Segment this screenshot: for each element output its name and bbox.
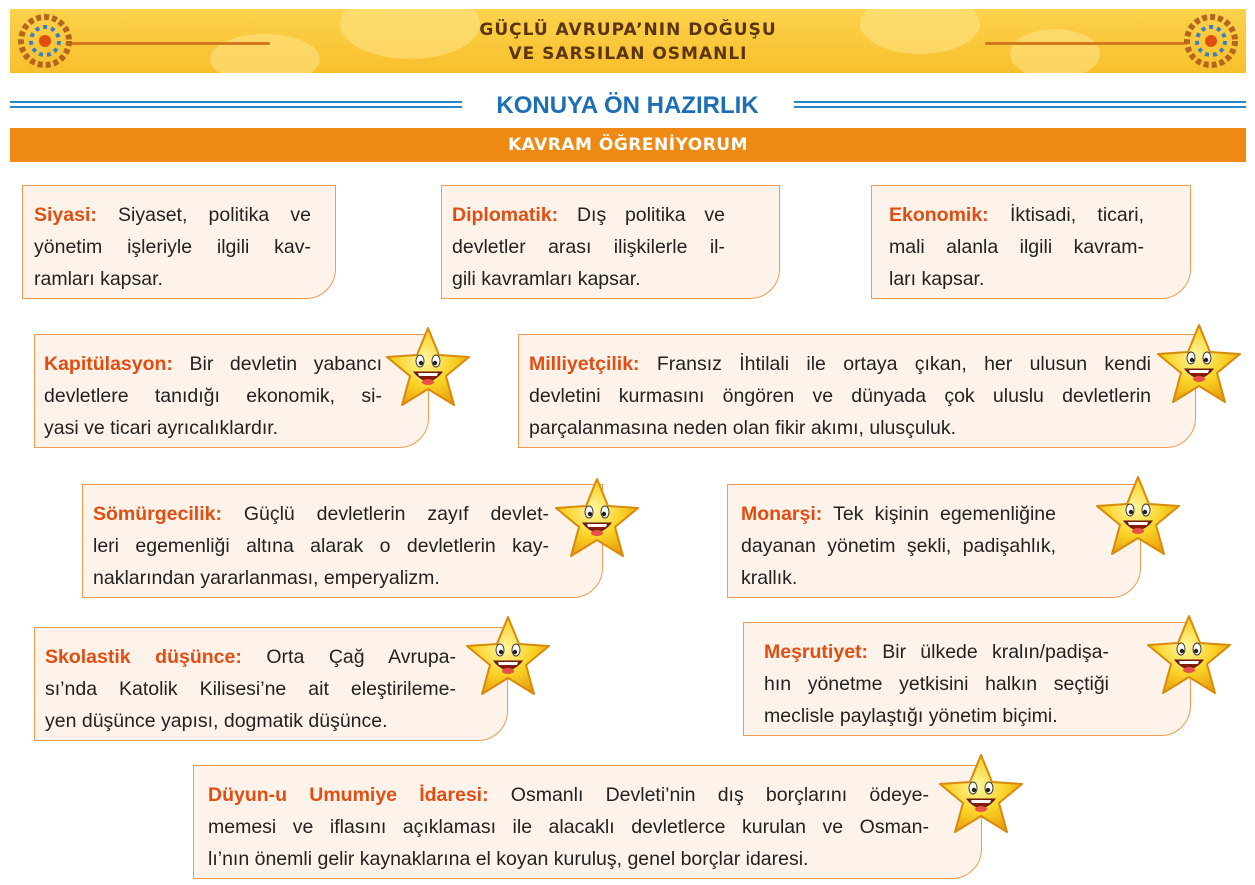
concept-text: Güçlü devletlerin zayıf devlet-: [243, 503, 549, 525]
concept-text: yen düşünce yapısı, dogmatik düşünce.: [45, 710, 388, 732]
concept-text: devletini kurmasını öngören ve dünyada çok uluslu devletlerin: [529, 385, 1151, 407]
subheading-bar: [10, 128, 1246, 162]
concept-term: Meşrutiyet:: [764, 641, 869, 663]
concept-card-somurgecilik: [82, 484, 603, 598]
concept-text: naklarından yararlanması, emperyalizm.: [93, 567, 440, 589]
smiling-star-icon: [1145, 613, 1233, 697]
concept-text: İktisadi, ticari,: [1010, 204, 1144, 226]
concept-text: Osmanlı Devleti’nin dış borçlarını ödeye-: [510, 784, 930, 806]
smiling-star-icon: [464, 614, 552, 698]
concept-text: devletlere tanıdığı ekonomik, si-: [44, 385, 382, 407]
smiling-star-icon: [1155, 322, 1243, 406]
concept-term: Monarşi:: [741, 503, 823, 525]
concept-text: leri egemenliği altına alarak o devletlerin kay-: [93, 535, 549, 557]
concept-card-kapitulasyon: [34, 334, 429, 448]
concept-term: Milliyetçilik:: [529, 353, 640, 375]
concept-card-duyun: [193, 765, 982, 879]
concept-text: Fransız İhtilali ile ortaya çıkan, her ulusun kendi: [656, 353, 1151, 375]
section-heading: KONUYA ÖN HAZIRLIK: [496, 92, 759, 119]
concept-term: Diplomatik:: [452, 204, 559, 226]
concept-text: Dış politika ve: [576, 204, 725, 226]
concept-text: meclisle paylaştığı yönetim biçimi.: [764, 705, 1058, 727]
concept-text: Tek kişinin egemenliğine: [833, 503, 1056, 525]
concept-card-skolastik: [34, 627, 508, 741]
concept-text: memesi ve iflasını açıklaması ile alacaklı devletlerce kurulan ve Osman-: [208, 816, 929, 838]
banner-title-line2: VE SARSILAN OSMANLI: [508, 44, 748, 64]
concept-text: Bir ülkede kralın/padişa-: [882, 641, 1110, 663]
concept-card-mesrutiyet: [743, 622, 1191, 736]
concept-text: ramları kapsar.: [34, 268, 163, 290]
concept-card-diplomatik: [441, 185, 780, 299]
concept-text: krallık.: [741, 567, 798, 589]
concept-text: gili kavramları kapsar.: [452, 268, 641, 290]
concept-card-milliyetcilik: [518, 334, 1196, 448]
concept-term: Sömürgecilik:: [93, 503, 222, 525]
concept-text: Siyaset, politika ve: [118, 204, 311, 226]
concept-term: Kapitülasyon:: [44, 353, 173, 375]
banner-title-line1: GÜÇLÜ AVRUPA’NIN DOĞUŞU: [479, 20, 777, 40]
concept-term: Ekonomik:: [889, 204, 989, 226]
smiling-star-icon: [384, 325, 472, 409]
concept-term: Skolastik düşünce:: [45, 646, 242, 668]
concept-text: Orta Çağ Avrupa-: [266, 646, 457, 668]
concept-text: hın yönetme yetkisini halkın seçtiği: [764, 673, 1109, 695]
concept-term: Siyasi:: [34, 204, 97, 226]
concept-text: yasi ve ticari ayrıcalıklardır.: [44, 417, 279, 439]
concept-text: lı’nın önemli gelir kaynaklarına el koyan kuruluş, genel borçlar idaresi.: [208, 848, 809, 870]
concept-text: sı’nda Katolik Kilisesi’ne ait eleştirileme-: [45, 678, 456, 700]
smiling-star-icon: [937, 752, 1025, 836]
concept-term: Düyun-u Umumiye İdaresi:: [208, 784, 489, 806]
concept-text: mali alanla ilgili kavram-: [889, 236, 1144, 258]
concept-text: Bir devletin yabancı: [189, 353, 382, 375]
concept-text: parçalanmasına neden olan fikir akımı, ulusçuluk.: [529, 417, 957, 439]
smiling-star-icon: [553, 476, 641, 560]
section-subheading: KAVRAM ÖĞRENİYORUM: [507, 135, 749, 155]
header-banner: [10, 9, 1246, 73]
concept-card-siyasi: [22, 185, 336, 299]
concept-text: dayanan yönetim şekli, padişahlık,: [741, 535, 1056, 557]
concept-text: devletler arası ilişkilerle il-: [452, 236, 725, 258]
concept-text: yönetim işleriyle ilgili kav-: [34, 236, 311, 258]
concept-card-monarsi: [727, 484, 1141, 598]
smiling-star-icon: [1094, 474, 1182, 558]
concept-text: ları kapsar.: [889, 268, 985, 290]
concept-card-ekonomik: [871, 185, 1191, 299]
